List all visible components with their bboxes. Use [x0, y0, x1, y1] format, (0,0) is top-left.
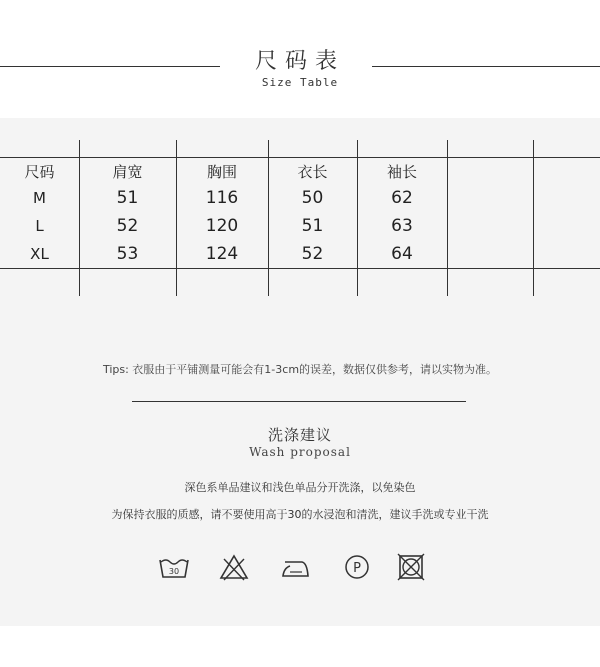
table-header-length: 衣长: [297, 163, 328, 181]
page-footer-space: [0, 626, 600, 667]
table-col-rule: [447, 140, 448, 296]
table-cell: 51: [301, 216, 324, 236]
table-header-size: 尺码: [24, 163, 55, 181]
dry-clean-p-icon: [341, 552, 373, 582]
svg-text:30: 30: [168, 567, 180, 576]
table-cell: 52: [116, 216, 139, 236]
page-header: [0, 0, 600, 118]
table-cell-size: XL: [30, 245, 49, 263]
table-cell-size: M: [33, 189, 46, 207]
wash-advice-line: 为保持衣服的质感，请不要使用高于30的水浸泡和清洗，建议手洗或专业干洗: [111, 508, 489, 521]
table-cell: 50: [301, 188, 324, 208]
measurement-tips: Tips: 衣服由于平铺测量可能会有1-3cm的误差，数据仅供参考，请以实物为准。: [102, 363, 498, 376]
table-row-rule: [0, 157, 600, 158]
table-cell: 53: [116, 244, 139, 264]
table-header-shoulder: 肩宽: [112, 163, 143, 181]
no-tumble-dry-icon: [395, 552, 427, 582]
table-cell: 64: [391, 244, 413, 264]
iron-icon: [280, 552, 312, 582]
table-cell: 120: [205, 216, 239, 236]
wash-30-icon: [158, 552, 190, 582]
wash-title: 洗涤建议: [267, 426, 332, 444]
size-table: [0, 140, 600, 296]
table-cell: 62: [391, 188, 413, 208]
table-cell: 116: [205, 188, 239, 208]
page-subtitle: Size Table: [261, 76, 339, 89]
table-cell: 52: [301, 244, 324, 264]
table-row-rule: [0, 268, 600, 269]
table-col-rule: [533, 140, 534, 296]
table-cell-size: L: [35, 217, 44, 235]
table-cell: 51: [116, 188, 139, 208]
no-bleach-icon: [218, 552, 250, 582]
table-cell: 124: [205, 244, 239, 264]
section-divider: [132, 401, 466, 402]
table-header-chest: 胸围: [206, 163, 237, 181]
table-cell: 63: [391, 216, 413, 236]
page-title: 尺码表: [254, 49, 345, 74]
wash-subtitle: Wash proposal: [249, 445, 351, 459]
table-header-sleeve: 袖长: [386, 163, 417, 181]
wash-advice-line: 深色系单品建议和浅色单品分开洗涤，以免染色: [184, 481, 416, 494]
svg-text:P: P: [353, 561, 361, 576]
